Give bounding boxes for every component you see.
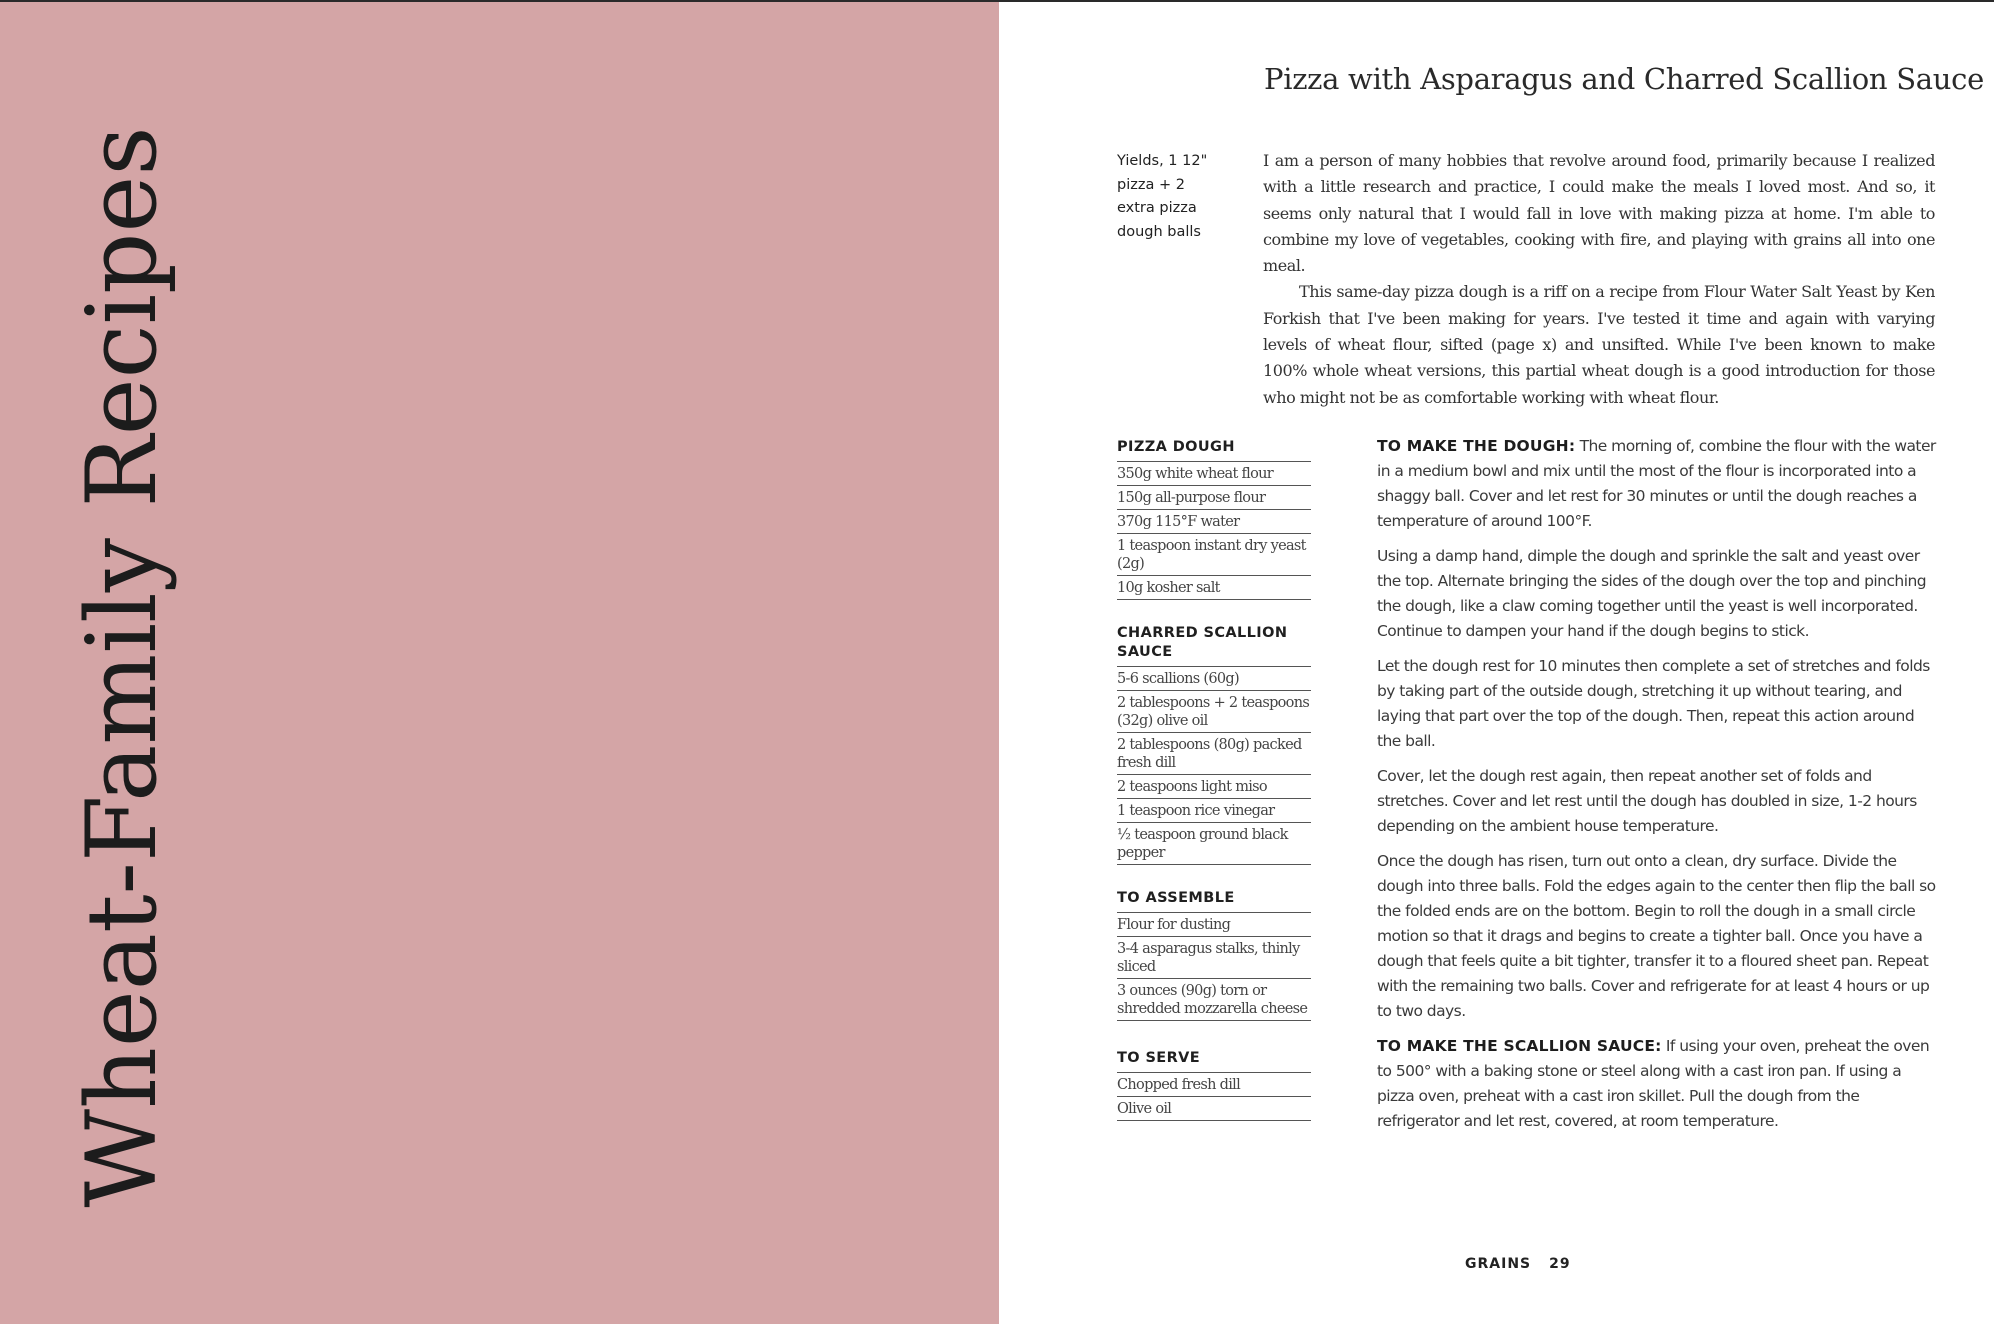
- method-steps: [1377, 434, 1937, 1144]
- intro-paragraph: I am a person of many hobbies that revolve around food, primarily because I realized with a little research and practice, I could make the meals I loved most. And so, it seems only natural that I would fall in love with making pizza at home. I'm able to combine my love of vegetables, cooking with fire, and playing with grains all into one meal.: [1263, 151, 1935, 276]
- chapter-title: Wheat-Family Recipes: [66, 126, 178, 1208]
- footer-section-label: GRAINS: [1465, 1256, 1532, 1272]
- ingredient-item: 350g white wheat flour: [1117, 462, 1311, 486]
- intro-paragraph: This same-day pizza dough is a riff on a recipe from Flour Water Salt Yeast by Ken Forkish that I've been making for years. I've tested it time and again with varying levels of wheat flour, sifted (page x) and unsifted. While I've been known to make 100% whole wheat versions, this partial wheat dough is a good introduction for those who might not be as comfortable working with wheat flour.: [1263, 282, 1935, 407]
- ingredient-heading-pizza-dough: PIZZA DOUGH: [1117, 438, 1311, 462]
- ingredient-item: 1 teaspoon instant dry yeast (2g): [1117, 534, 1311, 576]
- step-text: Once the dough has risen, turn out onto a clean, dry surface. Divide the dough into three balls. Fold the edges again to the center then flip the ball so the folded ends are on the bottom. Begin to roll the dough in a small circle motion so that it drags and begins to create a tighter ball. Once you have a dough that feels quite a bit tighter, transfer it to a floured sheet pan. Repeat with the remaining two balls. Cover and refrigerate for at least 4 hours or up to two days.: [1377, 852, 1936, 1020]
- recipe-title: Pizza with Asparagus and Charred Scallion Sauce: [1264, 62, 1984, 96]
- ingredient-list: [1117, 438, 1311, 1121]
- step-text: The morning of, combine the flour with the water in a medium bowl and mix until the most of the flour is incorporated into a shaggy ball. Cover and let rest for 30 minutes or until the dough reaches a temperature of around 100°F.: [1377, 437, 1936, 530]
- ingredient-heading-sauce: CHARRED SCALLION SAUCE: [1117, 624, 1311, 667]
- left-page-panel: [0, 2, 999, 1324]
- ingredient-heading-serve: TO SERVE: [1117, 1049, 1311, 1073]
- ingredient-item: ½ teaspoon ground black pepper: [1117, 823, 1311, 865]
- vertical-title-area: [62, 126, 182, 1208]
- method-step: [1377, 654, 1937, 754]
- ingredient-item: 10g kosher salt: [1117, 576, 1311, 600]
- method-step: [1377, 849, 1937, 1024]
- ingredient-item: 1 teaspoon rice vinegar: [1117, 799, 1311, 823]
- step-text: Cover, let the dough rest again, then repeat another set of folds and stretches. Cover and let rest until the dough has doubled in size, 1-2 hours depending on the ambient house temperature.: [1377, 767, 1917, 835]
- step-text: Using a damp hand, dimple the dough and sprinkle the salt and yeast over the top. Alternate bringing the sides of the dough over the top and pinching the dough, like a claw coming together until the yeast is well incorporated. Continue to dampen your hand if the dough begins to stick.: [1377, 547, 1927, 640]
- method-step: [1377, 764, 1937, 839]
- step-text: If using your oven, preheat the oven to 500° with a baking stone or steel along with a cast iron pan. If using a pizza oven, preheat with a cast iron skillet. Pull the dough from the refrigerator and let rest, covered, at room temperature.: [1377, 1037, 1930, 1130]
- method-step: [1377, 434, 1937, 534]
- ingredient-item: 370g 115°F water: [1117, 510, 1311, 534]
- ingredient-item: Olive oil: [1117, 1097, 1311, 1121]
- ingredient-item: 2 tablespoons + 2 teaspoons (32g) olive oil: [1117, 691, 1311, 733]
- ingredient-heading-assemble: TO ASSEMBLE: [1117, 889, 1311, 913]
- ingredient-item: 3-4 asparagus stalks, thinly sliced: [1117, 937, 1311, 979]
- ingredient-item: 150g all-purpose flour: [1117, 486, 1311, 510]
- recipe-intro: [1263, 148, 1935, 411]
- ingredient-item: 2 tablespoons (80g) packed fresh dill: [1117, 733, 1311, 775]
- step-lead: TO MAKE THE DOUGH:: [1377, 437, 1576, 455]
- ingredient-item: Chopped fresh dill: [1117, 1073, 1311, 1097]
- method-step: [1377, 544, 1937, 644]
- step-lead: TO MAKE THE SCALLION SAUCE:: [1377, 1037, 1662, 1055]
- step-text: Let the dough rest for 10 minutes then complete a set of stretches and folds by taking part of the outside dough, stretching it up without tearing, and laying that part over the top of the dough. Then, repeat this action around the ball.: [1377, 657, 1930, 750]
- page-number: 29: [1549, 1256, 1571, 1272]
- yields-note: Yields, 1 12" pizza + 2 extra pizza dough balls: [1117, 153, 1208, 240]
- ingredient-item: Flour for dusting: [1117, 913, 1311, 937]
- ingredient-item: 2 teaspoons light miso: [1117, 775, 1311, 799]
- right-page: [999, 2, 1994, 1324]
- ingredient-item: 3 ounces (90g) torn or shredded mozzarella cheese: [1117, 979, 1311, 1021]
- method-step: [1377, 1034, 1937, 1134]
- ingredient-item: 5-6 scallions (60g): [1117, 667, 1311, 691]
- page-footer: [1465, 1256, 1571, 1272]
